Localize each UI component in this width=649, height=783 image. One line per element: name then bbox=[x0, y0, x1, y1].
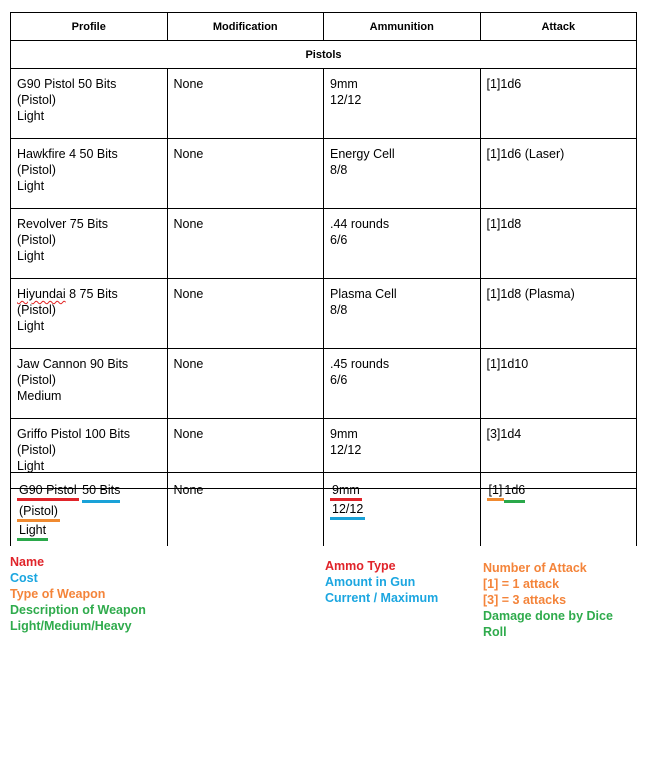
legend-attack-number: Number of Attack bbox=[483, 561, 587, 575]
attack-cell: [3]1d4 bbox=[480, 419, 637, 489]
stub bbox=[11, 445, 168, 454]
modification-cell: None bbox=[167, 209, 324, 279]
ammo-amount: 6/6 bbox=[330, 373, 348, 387]
ammo-type: .45 rounds bbox=[330, 357, 390, 371]
example-weight: Light bbox=[17, 522, 48, 541]
example-ammo-amount-line bbox=[330, 501, 480, 520]
ammo-type: Plasma Cell bbox=[330, 287, 397, 301]
section-row bbox=[11, 41, 637, 69]
profile-cell bbox=[11, 139, 168, 209]
modification-cell: None bbox=[167, 419, 324, 489]
attack-cell: [1]1d6 bbox=[480, 69, 637, 139]
stub bbox=[480, 445, 637, 454]
legend-roll: Roll bbox=[483, 625, 507, 639]
table-row bbox=[11, 139, 637, 209]
example-type-line bbox=[17, 503, 167, 522]
ammunition-cell bbox=[324, 279, 481, 349]
weapon-name-cost: Hawkfire 4 50 Bits bbox=[17, 147, 118, 161]
legend-ammo-type: Ammo Type bbox=[325, 559, 396, 573]
ammo-amount: 8/8 bbox=[330, 303, 348, 317]
ammo-amount: 6/6 bbox=[330, 233, 348, 247]
ammo-type: 9mm bbox=[330, 427, 358, 441]
weapon-weight: Light bbox=[17, 109, 45, 123]
profile-cell bbox=[11, 209, 168, 279]
example-attack-cell bbox=[480, 473, 637, 547]
header-row bbox=[11, 13, 637, 41]
legend-attack-three: [3] = 3 attacks bbox=[483, 593, 567, 607]
header-attack: Attack bbox=[480, 13, 637, 41]
modification-cell: None bbox=[167, 139, 324, 209]
ammo-type: 9mm bbox=[330, 77, 358, 91]
example-cost: 50 Bits bbox=[82, 482, 120, 503]
profile-cell bbox=[11, 349, 168, 419]
stub bbox=[167, 445, 324, 454]
legend-name: Name bbox=[10, 555, 45, 569]
header-profile: Profile bbox=[11, 13, 168, 41]
ammo-amount: 12/12 bbox=[330, 93, 362, 107]
weapon-name-cost: G90 Pistol 50 Bits bbox=[17, 77, 117, 91]
legend-ammunition bbox=[325, 558, 438, 606]
example-ammunition-cell bbox=[324, 473, 481, 547]
weapon-name-cost: Griffo Pistol 100 Bits bbox=[17, 427, 131, 441]
example-table bbox=[10, 472, 637, 546]
example-attack-count: [1] bbox=[487, 482, 505, 501]
weapon-name-cost: Jaw Cannon 90 Bits bbox=[17, 357, 129, 371]
legend-profile bbox=[10, 554, 146, 634]
legend-description: Description of Weapon bbox=[10, 603, 146, 617]
legend-cost: Cost bbox=[10, 571, 38, 585]
legend-type: Type of Weapon bbox=[10, 587, 106, 601]
legend-weight: Light/Medium/Heavy bbox=[10, 619, 132, 633]
legend-damage: Damage done by Dice bbox=[483, 609, 613, 623]
weapon-weight: Light bbox=[17, 459, 45, 473]
attack-cell: [1]1d8 bbox=[480, 209, 637, 279]
ammunition-cell bbox=[324, 209, 481, 279]
example-modification-cell: None bbox=[167, 473, 324, 547]
example-ammo-amount: 12/12 bbox=[330, 501, 365, 520]
example-ammo-type-line bbox=[330, 482, 480, 501]
weapon-type: (Pistol) bbox=[17, 233, 56, 247]
table-row bbox=[11, 349, 637, 419]
table-row bbox=[11, 69, 637, 139]
legend-ammo-current-max: Current / Maximum bbox=[325, 591, 439, 605]
weapon-weight: Light bbox=[17, 249, 45, 263]
header-ammunition: Ammunition bbox=[324, 13, 481, 41]
modification-cell: None bbox=[167, 279, 324, 349]
example-profile-cell bbox=[11, 473, 168, 547]
weapon-weight: Light bbox=[17, 179, 45, 193]
modification-cell: None bbox=[167, 69, 324, 139]
example-attack-dice: 1d6 bbox=[504, 482, 525, 503]
ammo-type: .44 rounds bbox=[330, 217, 390, 231]
ammunition-cell bbox=[324, 69, 481, 139]
table-row bbox=[11, 209, 637, 279]
profile-cell bbox=[11, 69, 168, 139]
legend-attack-one: [1] = 1 attack bbox=[483, 577, 560, 591]
header-modification: Modification bbox=[167, 13, 324, 41]
weapon-type: (Pistol) bbox=[17, 303, 56, 317]
section-title: Pistols bbox=[11, 41, 637, 69]
weapon-type: (Pistol) bbox=[17, 443, 56, 457]
example-attack-line bbox=[487, 482, 637, 503]
profile-cell bbox=[11, 279, 168, 349]
weapon-weight: Light bbox=[17, 319, 45, 333]
example-row bbox=[11, 473, 637, 547]
legend-ammo-amount: Amount in Gun bbox=[325, 575, 416, 589]
weapon-name-cost: Revolver 75 Bits bbox=[17, 217, 109, 231]
spellcheck-word: Hiyundai bbox=[17, 287, 66, 301]
example-weight-line bbox=[17, 522, 167, 541]
table-row bbox=[11, 279, 637, 349]
stub bbox=[324, 445, 481, 454]
ammo-type: Energy Cell bbox=[330, 147, 395, 161]
ammo-amount: 8/8 bbox=[330, 163, 348, 177]
attack-cell: [1]1d10 bbox=[480, 349, 637, 419]
ammo-amount: 12/12 bbox=[330, 443, 362, 457]
weapon-name-rest: 8 75 Bits bbox=[65, 287, 118, 301]
example-name: G90 Pistol bbox=[17, 482, 79, 501]
example-name-cost bbox=[17, 482, 167, 503]
attack-cell: [1]1d6 (Laser) bbox=[480, 139, 637, 209]
weapon-weight: Medium bbox=[17, 389, 62, 403]
weapon-type: (Pistol) bbox=[17, 93, 56, 107]
weapons-table bbox=[10, 12, 637, 489]
ammunition-cell bbox=[324, 139, 481, 209]
legend-attack bbox=[483, 560, 613, 640]
example-ammo-type: 9mm bbox=[330, 482, 362, 501]
table-gap-stubs bbox=[10, 445, 637, 454]
ammunition-cell bbox=[324, 349, 481, 419]
weapon-type: (Pistol) bbox=[17, 163, 56, 177]
weapon-type: (Pistol) bbox=[17, 373, 56, 387]
weapon-name-cost bbox=[17, 286, 167, 302]
example-type: (Pistol) bbox=[17, 503, 60, 522]
modification-cell: None bbox=[167, 349, 324, 419]
attack-cell: [1]1d8 (Plasma) bbox=[480, 279, 637, 349]
